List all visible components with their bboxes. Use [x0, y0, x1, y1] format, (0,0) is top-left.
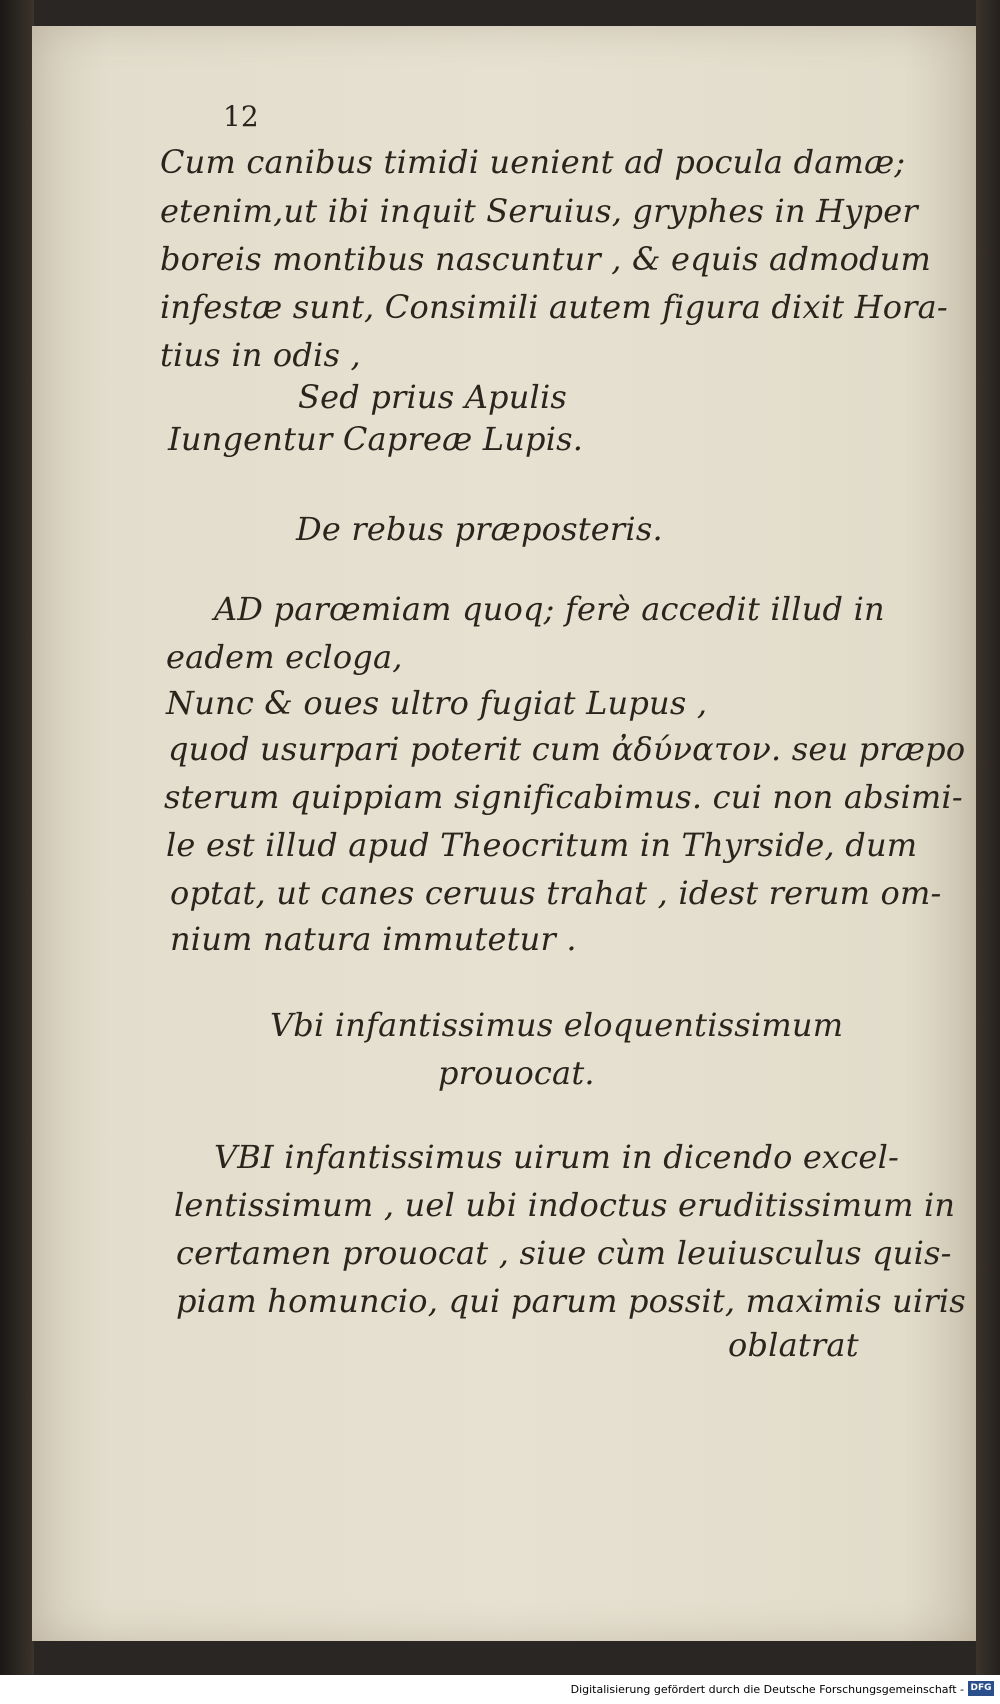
verse-line: Sed prius Apulis: [298, 378, 568, 416]
dfg-logo: DFG: [968, 1681, 994, 1696]
section-heading: De rebus præposteris.: [296, 510, 663, 548]
footer-bar: [0, 1675, 1000, 1704]
text-line: tius in odis ,: [160, 336, 361, 374]
text-line: lentissimum , uel ubi indoctus eruditissimum in: [174, 1186, 956, 1224]
text-line: le est illud apud Theocritum in Thyrside, dum: [166, 826, 918, 864]
catchword: oblatrat: [728, 1326, 859, 1364]
verse-line: Iungentur Capreæ Lupis.: [168, 420, 584, 458]
section-heading: prouocat.: [438, 1054, 595, 1092]
text-line: infestæ sunt, Consimili autem figura dixit Hora-: [160, 288, 948, 326]
text-line: VBI infantissimus uirum in dicendo excel-: [214, 1138, 900, 1176]
text-line: etenim,ut ibi inquit Seruius, gryphes in Hyper: [160, 192, 918, 230]
page-number: 12: [223, 100, 259, 133]
text-line: AD parœmiam quoq; ferè accedit illud in: [214, 590, 885, 628]
page-edge: [976, 0, 1000, 1675]
text-line: nium natura immutetur .: [170, 920, 577, 958]
text-line: optat, ut canes ceruus trahat , idest rerum om-: [170, 874, 942, 912]
text-line: boreis montibus nascuntur , & equis admodum: [160, 240, 932, 278]
text-line: certamen prouocat , siue cùm leuiusculus quis-: [176, 1234, 952, 1272]
text-line: sterum quippiam significabimus. cui non absimi-: [164, 778, 963, 816]
section-heading: Vbi infantissimus eloquentissimum: [270, 1006, 844, 1044]
text-line: eadem ecloga,: [166, 638, 403, 676]
verse-line: Nunc & oues ultro fugiat Lupus ,: [166, 684, 708, 722]
book-spine: [0, 0, 34, 1675]
text-line: Cum canibus timidi uenient ad pocula damæ;: [160, 143, 906, 181]
text-line: piam homuncio, qui parum possit, maximis uiris: [176, 1282, 966, 1320]
text-line: quod usurpari poterit cum ἀδύνατον. seu præpo: [168, 730, 966, 768]
footer-credit: Digitalisierung gefördert durch die Deutsche Forschungsgemeinschaft -: [570, 1683, 964, 1696]
